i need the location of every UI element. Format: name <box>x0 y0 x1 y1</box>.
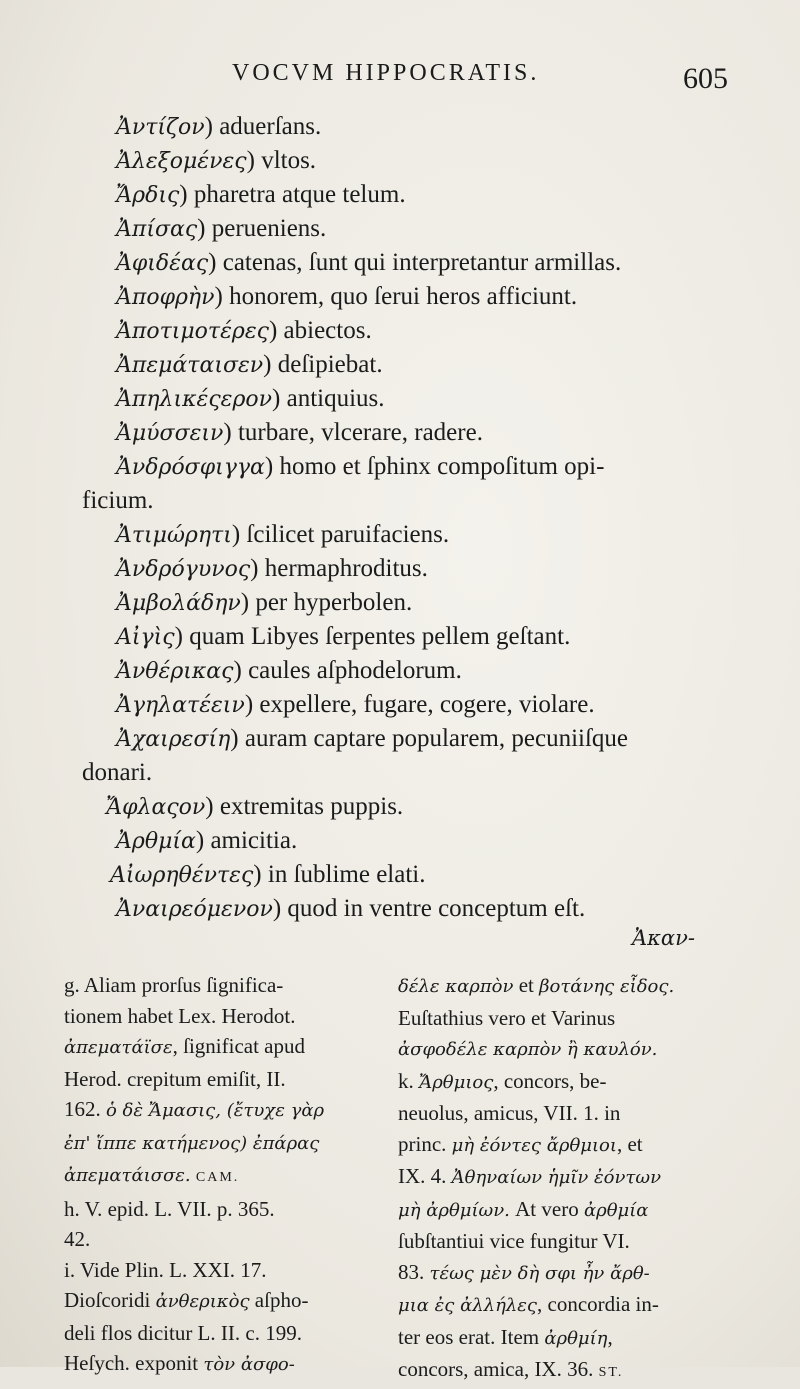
entry-bracket: ) <box>208 249 223 276</box>
footnote-line <box>64 1285 382 1318</box>
greek-text: ὁ δὲ Ἄμασις, (ἔτυχε γὰρ <box>106 1100 325 1121</box>
footnote-line <box>398 1354 758 1389</box>
entry-bracket: ) <box>264 453 280 480</box>
entry-latin-gloss: in ſublime elati. <box>267 861 426 888</box>
entry-latin-gloss: ſcilicet paruifaciens. <box>246 521 450 548</box>
latin-text: , concordia in- <box>537 1292 659 1316</box>
entry-latin-gloss: aduerſans. <box>219 113 322 140</box>
greek-text: ἀπεματάϊσε <box>64 1037 173 1058</box>
glossary-entry <box>0 892 800 926</box>
greek-text: ἀπεματάισσε. <box>64 1165 191 1186</box>
entry-greek-headword: Ἀφιδέας <box>116 251 209 276</box>
latin-text: Herod. crepitum emiſit, II. <box>64 1066 286 1091</box>
footnote-line <box>398 1033 758 1066</box>
entry-greek-headword: Ἀνδρόγυνος <box>116 557 251 582</box>
entry-greek-headword: Ἀνδρόσφιγγα <box>116 455 265 480</box>
greek-text: ἐπ' ἵππε κατήμενος) ἐπάρας <box>64 1132 320 1154</box>
entry-latin-gloss: deſipiebat. <box>277 351 383 378</box>
latin-text: et <box>513 973 540 997</box>
greek-text: Ἄρθμιος <box>419 1071 494 1093</box>
entry-greek-headword: Ἄρδις <box>116 183 180 208</box>
footnote-line <box>398 1098 758 1129</box>
entry-latin-gloss: extremitas puppis. <box>219 793 404 820</box>
glossary-entry <box>0 688 800 722</box>
entry-latin-gloss: per hyperbolen. <box>255 589 413 616</box>
entry-bracket: ) <box>174 623 190 650</box>
entry-greek-headword: Ἀποφρὴν <box>116 285 215 310</box>
latin-text: concors, amica, IX. 36. <box>398 1357 599 1381</box>
entry-bracket: ) <box>233 657 249 684</box>
signature: ST. <box>598 1365 624 1380</box>
latin-text: ſubſtantiui vice fungitur VI. <box>398 1229 630 1253</box>
entry-latin-gloss: quod in ventre conceptum eſt. <box>287 895 586 922</box>
footnote-line <box>64 1094 382 1127</box>
entry-latin-gloss: turbare, vlcerare, radere. <box>237 419 483 446</box>
entry-bracket: ) <box>253 861 268 888</box>
footnote-line <box>64 1031 382 1064</box>
entry-greek-headword: Ἀγηλατέειν <box>116 693 245 718</box>
entry-bracket: ) <box>223 419 238 446</box>
footnote-line <box>398 1129 758 1162</box>
entry-bracket: ) <box>272 385 287 412</box>
latin-text: Dioſcoridi <box>64 1288 156 1312</box>
entry-latin-gloss: quam Libyes ſerpentes pellem geſtant. <box>189 623 571 650</box>
entry-greek-headword: Ἀποτιμοτέρες <box>116 319 269 344</box>
page-header <box>0 58 800 98</box>
footnote-line <box>64 970 382 1001</box>
entry-continuation: ficium. <box>82 487 154 514</box>
glossary-entry <box>0 246 800 280</box>
glossary-entry <box>0 382 800 416</box>
footnote-line <box>398 1066 758 1099</box>
entry-bracket: ) <box>244 691 260 718</box>
greek-text: Ἀθηναίων ἡμῖν ἐόντων <box>451 1167 662 1188</box>
latin-text: , <box>607 1324 613 1349</box>
greek-text: ἀνθερικὸς <box>155 1291 250 1312</box>
entry-bracket: ) <box>205 793 220 820</box>
entry-latin-gloss: expellere, fugare, cogere, violare. <box>259 691 595 718</box>
latin-text: deli flos dicitur L. II. c. 199. <box>64 1320 302 1345</box>
glossary-entry <box>0 654 800 688</box>
entry-bracket: ) <box>272 895 288 922</box>
latin-text: , ſignificat apud <box>172 1034 306 1058</box>
latin-text: 42. <box>64 1227 91 1251</box>
entry-greek-headword: Ἀντίζον <box>116 115 205 140</box>
footnote-line <box>64 1064 382 1095</box>
footnote-line <box>64 1194 382 1225</box>
entry-bracket: ) <box>204 113 220 140</box>
entry-greek-headword: Αἰγὶς <box>116 625 175 650</box>
latin-text: 83. <box>398 1259 430 1284</box>
entry-greek-headword: Αἰωρηθέντες <box>110 863 254 888</box>
entry-bracket: ) <box>231 521 247 548</box>
greek-text: ἀρθμία <box>583 1199 649 1221</box>
glossary-entry <box>0 586 800 620</box>
entry-latin-gloss: homo et ſphinx compoſitum opi- <box>279 453 605 480</box>
footnotes-left-column <box>64 970 382 1381</box>
footnotes-right-column <box>398 970 758 1389</box>
entry-greek-headword: Ἀνθέρικας <box>116 659 234 684</box>
entry-bracket: ) <box>263 351 278 378</box>
entry-latin-gloss: amicitia. <box>210 827 298 854</box>
footnote-line <box>398 1226 758 1257</box>
entry-greek-headword: Ἀρθμία <box>116 829 196 854</box>
glossary-entry <box>0 450 800 484</box>
signature: CAM. <box>195 1170 240 1185</box>
page-number: 605 <box>683 62 728 95</box>
entry-latin-gloss: abiectos. <box>283 317 372 344</box>
greek-text: μὴ ἐόντες ἄρθμιοι <box>451 1134 617 1156</box>
latin-text: tionem habet Lex. Herodot. <box>64 1003 296 1028</box>
footnote-line <box>398 1257 758 1290</box>
entry-bracket: ) <box>195 827 211 854</box>
footnote-line <box>398 1194 758 1227</box>
glossary-entry <box>0 110 800 144</box>
entry-latin-gloss: honorem, quo ſerui heros afficiunt. <box>229 283 578 310</box>
latin-text: At vero <box>509 1196 584 1221</box>
greek-text: μὴ ἀρθμίων. <box>398 1199 510 1221</box>
entry-greek-headword: Ἀμβολάδην <box>116 591 241 616</box>
entry-continuation: donari. <box>82 759 153 786</box>
glossary-entry <box>0 552 800 586</box>
entry-bracket: ) <box>197 215 212 242</box>
entry-greek-headword: Ἀχαιρεσίη <box>116 727 231 752</box>
latin-text: neuolus, amicus, VII. 1. in <box>398 1101 621 1125</box>
greek-text: μια ἐς ἀλλήλες <box>398 1295 537 1316</box>
entry-greek-headword: Ἀμύσσειν <box>116 421 224 446</box>
footnote-line <box>64 1224 382 1255</box>
latin-text: ter eos erat. Item <box>398 1324 545 1349</box>
entry-bracket: ) <box>179 181 194 208</box>
entry-latin-gloss: perueniens. <box>211 215 327 242</box>
greek-text: δέλε καρπὸν <box>398 976 514 997</box>
footnote-line <box>398 970 758 1003</box>
footnote-line <box>64 1159 382 1194</box>
glossary-entry <box>0 212 800 246</box>
glossary-entry <box>0 620 800 654</box>
greek-text: ἀσφοδέλε καρπὸν ἢ καυλόν. <box>398 1039 658 1060</box>
entry-greek-headword: Ἄφλαςον <box>106 795 206 820</box>
running-title: VOCVM HIPPOCRATIS. <box>232 60 540 86</box>
greek-text: τέως μὲν δὴ σφι ἦν ἄρθ- <box>429 1262 650 1284</box>
glossary-entry <box>0 178 800 212</box>
entry-latin-gloss: pharetra atque telum. <box>193 181 406 208</box>
entry-latin-gloss: hermaphroditus. <box>264 555 428 582</box>
glossary-entry <box>0 722 800 756</box>
glossary-entry <box>0 824 800 858</box>
entry-greek-headword: Ἀλεξομένες <box>116 149 247 174</box>
footnote-line <box>398 1289 758 1322</box>
latin-text: aſpho- <box>249 1288 309 1312</box>
glossary-entry <box>0 416 800 450</box>
entry-bracket: ) <box>250 555 265 582</box>
latin-text: g. Aliam prorſus ſignifica- <box>64 973 284 997</box>
entry-bracket: ) <box>240 589 256 616</box>
entry-greek-headword: Ἀπηλικέςερον <box>116 387 273 412</box>
latin-text: h. V. epid. L. VII. p. 365. <box>64 1196 275 1221</box>
glossary-entry <box>0 314 800 348</box>
latin-text: , concors, be- <box>493 1068 607 1093</box>
latin-text: princ. <box>398 1131 452 1156</box>
greek-text: τὸν ἀσφο- <box>203 1354 295 1375</box>
glossary-entry <box>0 518 800 552</box>
footnote-line <box>64 1001 382 1032</box>
glossary-entry <box>0 348 800 382</box>
latin-text: , et <box>616 1131 643 1156</box>
footnote-line <box>398 1322 758 1355</box>
entry-bracket: ) <box>268 317 284 344</box>
glossary-entry <box>0 790 800 824</box>
footnote-line <box>64 1348 382 1381</box>
glossary-entry <box>0 144 800 178</box>
entry-greek-headword: Ἀτιμώρητι <box>116 523 232 548</box>
entry-latin-gloss: auram captare popularem, pecuniiſque <box>244 725 628 752</box>
entry-latin-gloss: vltos. <box>261 147 317 174</box>
entry-greek-headword: Ἀπεμάταισεν <box>116 353 264 378</box>
entry-latin-gloss: caules aſphodelorum. <box>248 657 462 684</box>
latin-text: Euſtathius vero et Varinus <box>398 1005 616 1030</box>
greek-text: ἀρθμίη <box>544 1327 608 1349</box>
greek-text: βοτάνης εἶδος. <box>539 976 675 997</box>
latin-text: IX. 4. <box>398 1164 452 1188</box>
footnote-line <box>398 1003 758 1034</box>
entry-bracket: ) <box>246 147 262 174</box>
catchword: Ἀκαν- <box>632 926 695 950</box>
entry-bracket: ) <box>214 283 230 310</box>
footnote-line <box>64 1318 382 1349</box>
latin-text: i. Vide Plin. L. XXI. 17. <box>64 1257 267 1282</box>
footnote-line <box>64 1127 382 1160</box>
latin-text: Heſych. exponit <box>64 1351 204 1375</box>
entry-latin-gloss: antiquius. <box>286 385 385 412</box>
footnote-line <box>64 1255 382 1286</box>
entry-greek-headword: Ἀναιρεόμενον <box>116 897 273 922</box>
glossary-entries <box>0 110 800 926</box>
latin-text: k. <box>398 1068 419 1093</box>
latin-text: 162. <box>64 1097 106 1121</box>
glossary-entry <box>0 858 800 892</box>
footnote-line <box>398 1161 758 1194</box>
entry-latin-gloss: catenas, ſunt qui interpretantur armillas. <box>222 249 622 276</box>
glossary-entry <box>0 280 800 314</box>
entry-bracket: ) <box>230 725 245 752</box>
entry-greek-headword: Ἀπίσας <box>116 217 198 242</box>
